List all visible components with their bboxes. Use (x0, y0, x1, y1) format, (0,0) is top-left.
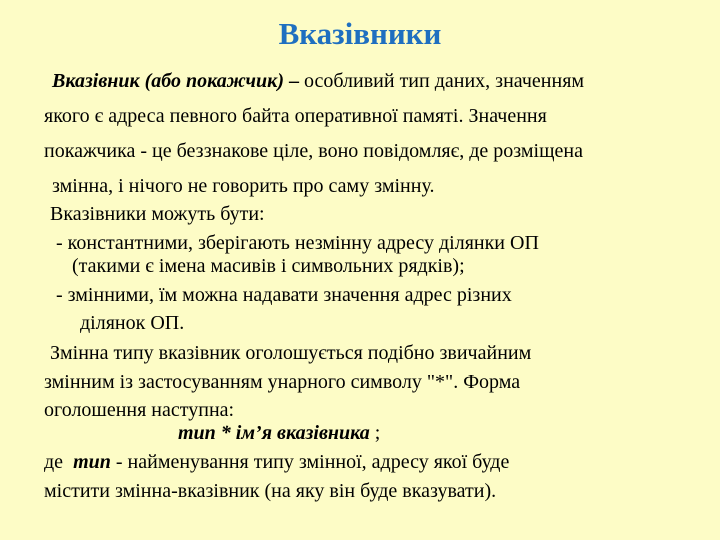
definition-dash: – (283, 70, 304, 92)
type-variable-line-1: - змінними, їм можна надавати значення адрес різних (56, 284, 512, 306)
where-line-2: містити змінна-вказівник (на яку він буде вказувати). (44, 480, 497, 502)
where-line-1-text: - найменування типу змінної, адресу якої буде (110, 451, 510, 473)
types-heading: Вказівники можуть бути: (50, 203, 265, 225)
type-constant-line-2: (такими є імена масивів і символьних рядків); (72, 255, 465, 277)
slide-title: Вказівники (278, 16, 442, 51)
type-variable-line-2: ділянок ОП. (80, 312, 185, 334)
declaration-line-3: оголошення наступна: (44, 399, 235, 421)
syntax-text: тип * ім’я вказівника (178, 422, 370, 444)
definition-term: Вказівник (або покажчик) (52, 70, 284, 92)
where-prefix: де (44, 451, 74, 473)
declaration-line-2: змінним із застосуванням унарного символу "*". Форма (44, 371, 521, 393)
definition-line-3: покажчика - це беззнакове ціле, воно повідомляє, де розміщена (44, 140, 583, 162)
definition-line-1-text: особливий тип даних, значенням (303, 70, 585, 92)
where-term: тип (73, 451, 111, 473)
definition-line-1 (52, 69, 584, 93)
definition-line-4: змінна, і нічого не говорить про саму змінну. (52, 175, 435, 197)
definition-line-2: якого є адреса певного байта оперативної памяті. Значення (44, 105, 547, 127)
declaration-syntax (178, 421, 380, 445)
where-line-1 (44, 450, 509, 474)
declaration-line-1: Змінна типу вказівник оголошується подібно звичайним (50, 342, 532, 364)
syntax-semicolon: ; (369, 422, 381, 444)
type-constant-line-1: - константними, зберігають незмінну адресу ділянки ОП (56, 232, 539, 254)
